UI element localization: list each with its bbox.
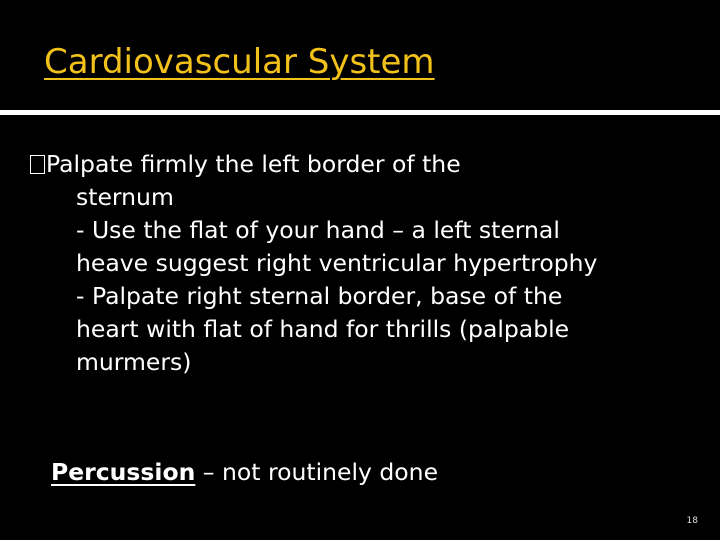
slide-title: Cardiovascular System: [44, 42, 435, 82]
page-number: 18: [686, 516, 698, 526]
bullet-block: [30, 148, 690, 379]
bullet-line-7: murmers): [76, 348, 192, 376]
title-divider: [0, 110, 720, 115]
percussion-note: – not routinely done: [195, 458, 439, 486]
bullet-text-1: Palpate firmly the left border of the: [46, 150, 461, 178]
bullet-line-4: heave suggest right ventricular hypertrophy: [76, 249, 598, 277]
bullet-line-3: - Use the flat of your hand – a left sternal: [76, 216, 560, 244]
bullet-line-5: - Palpate right sternal border, base of the: [76, 282, 563, 310]
bullet-line-2: sternum: [76, 183, 174, 211]
bullet-line-1: [30, 148, 690, 181]
percussion-line: [51, 456, 438, 489]
bullet-box-icon: [30, 155, 45, 174]
percussion-term: Percussion: [51, 458, 196, 486]
bullet-line-6: heart with flat of hand for thrills (palpable: [76, 315, 570, 343]
